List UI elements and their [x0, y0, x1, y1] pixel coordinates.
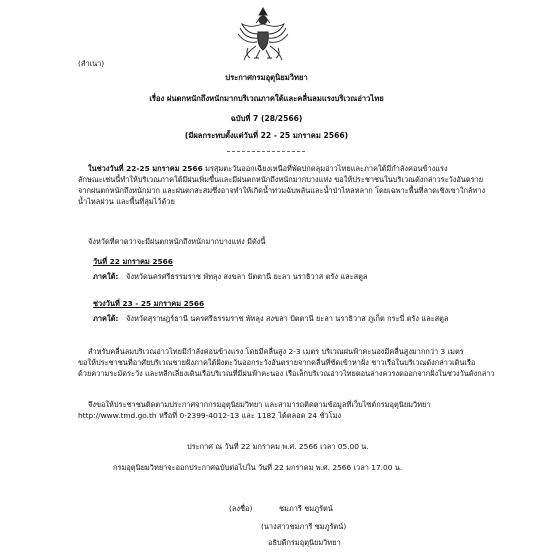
copy-note: (สำเนา) [78, 59, 105, 68]
issue-number: ฉบับที่ 7 (28/2566) [230, 114, 303, 123]
signed-label: (ลงชื่อ) [229, 504, 253, 513]
effective-period: (มีผลกระทบตั้งแต่วันที่ 22 - 25 มกราคม 2566) [184, 131, 349, 140]
waves-line: ด้วยความระมัดระวัง และหลีกเลี่ยงเดินเรือบริเวณที่มีฝนฟ้าคะนอง เรือเล็กบริเวณอ่าวไทยตอนล่างควรงดออกจากฝั่งในช่วงวันดังกล่าว [78, 369, 495, 378]
waves-line: ขอให้ประชาชนที่อาศัยบริเวณชายฝั่งภาคใต้ฝั่งตะวันออกระวังอันตรายจากคลื่นที่ซัดเข้าหาฝั่ง ชาวเรือในบริเวณดังกล่าวเดินเรือ [78, 358, 476, 367]
section-divider [227, 151, 305, 152]
subject-line: เรื่อง ฝนตกหนักถึงหนักมากบริเวณภาคใต้และคลื่นลมแรงบริเวณอ่าวไทย [149, 94, 384, 103]
garuda-emblem-icon [236, 6, 290, 64]
intro-line: น้ำไหลผ่าน และพื้นที่ลุ่มไว้ด้วย [78, 197, 175, 206]
contact-line: http://www.tmd.go.th หรือที่ 0-2399-4012-13 และ 1182 ได้ตลอด 24 ชั่วโมง [78, 411, 342, 420]
province-list: จังหวัดสุราษฎร์ธานี นครศรีธรรมราช พัทลุง สงขลา ปัตตานี ยะลา นราธิวาส ภูเก็ต กระบี่ ตรัง และสตูล [126, 314, 449, 323]
intro-lead: ในช่วงวันที่ 22-25 มกราคม 2566 [88, 164, 203, 173]
provinces-intro: จังหวัดที่คาดว่าจะมีฝนตกหนักถึงหนักมากบางแห่ง มีดังนี้ [88, 237, 266, 246]
signer-full-name: (นางสาวชมภารี ชมภูรัตน์) [261, 522, 347, 531]
intro-paragraph [78, 163, 523, 207]
page-title: ประกาศกรมอุตุนิยมวิทยา [225, 73, 308, 82]
waves-paragraph [78, 346, 523, 379]
contact-line: จึงขอให้ประชาชนติดตามประกาศจากกรมอุตุนิยมวิทยา และสามารถติดตามข้อมูลที่เว็บไซต์กรมอุตุนิยมวิทยา [88, 400, 431, 409]
intro-line: ลักษณะเช่นนี้ทำให้บริเวณภาคใต้มีฝนเพิ่มขึ้นและมีฝนตกหนักถึงหนักมากบางแห่ง ขอให้ประชาชนในบริเวณดังกล่าวระวังอันตราย [78, 175, 484, 184]
region-label: ภาคใต้: [93, 272, 119, 281]
signer-position: อธิบดีกรมอุตุนิยมวิทยา [268, 538, 341, 547]
intro-line: จากฝนตกหนักถึงหนักมาก และฝนตกสะสมซึ่งอาจทำให้เกิดน้ำท่วมฉับพลันและน้ำป่าไหลหลาก โดยเฉพาะพื้นที่ลาดเชิงเขาใกล้ทาง [78, 186, 486, 195]
next-announcement: กรมอุตุนิยมวิทยาจะออกประกาศฉบับต่อไปใน วันที่ 22 มกราคม พ.ศ. 2566 เวลา 17.00 น. [113, 463, 403, 472]
contact-paragraph [78, 399, 523, 421]
issued-time: ประกาศ ณ วันที่ 22 มกราคม พ.ศ. 2566 เวลา 05.00 น. [187, 442, 369, 451]
province-list: จังหวัดนครศรีธรรมราช พัทลุง สงขลา ปัตตานี ยะลา นราธิวาส ตรัง และสตูล [126, 272, 368, 281]
waves-line: สำหรับคลื่นลมบริเวณอ่าวไทยมีกำลังค่อนข้างแรง โดยมีคลื่นสูง 2-3 เมตร บริเวณฝนฟ้าคะนองมีคลื่นสูงมากกว่า 3 เมตร [88, 347, 464, 356]
signed-name: ชมภารี ชมภูรัตน์ [279, 504, 333, 513]
intro-line: มรสุมตะวันออกเฉียงเหนือที่พัดปกคลุมอ่าวไทยและภาคใต้มีกำลังค่อนข้างแรง [205, 164, 448, 173]
region-label: ภาคใต้: [93, 314, 119, 323]
period-date: วันที่ 22 มกราคม 2566 [93, 257, 173, 266]
period-date: ช่วงวันที่ 23 - 25 มกราคม 2566 [93, 299, 205, 308]
